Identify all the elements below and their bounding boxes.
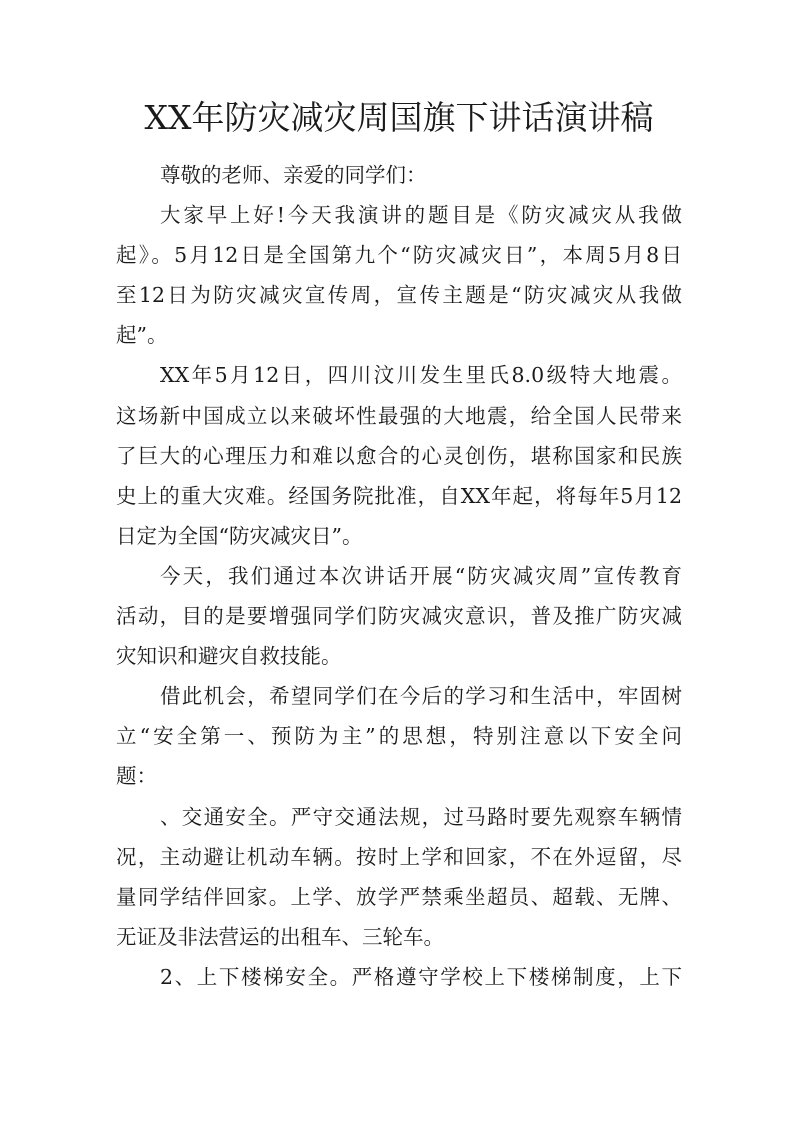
text-line: 无证及非法营运的出租车、三轮车。 bbox=[116, 924, 444, 949]
text-line: 活动，目的是要增强同学们防灾减灾意识，普及推广防灾减 bbox=[116, 604, 682, 629]
text-line: 起”。 bbox=[116, 323, 168, 348]
text-line: 大家早上好!今天我演讲的题目是《防灾减灾从我做 bbox=[160, 203, 682, 228]
text-line: 这场新中国成立以来破坏性最强的大地震，给全国人民带来 bbox=[116, 403, 682, 428]
text-line: 至12日为防灾减灾宣传周，宣传主题是“防灾减灾从我做 bbox=[116, 283, 682, 308]
text-line: 日定为全国“防灾减灾日”。 bbox=[116, 523, 363, 548]
text-line: 了巨大的心理压力和难以愈合的心灵创伤，堪称国家和民族 bbox=[116, 443, 682, 468]
text-line: XX年5月12日，四川汶川发生里氏8.0级特大地震。 bbox=[160, 363, 682, 388]
text-line: 今天，我们通过本次讲话开展“防灾减灾周”宣传教育 bbox=[160, 563, 682, 588]
text-line: 、交通安全。严守交通法规，过马路时要先观察车辆情 bbox=[160, 804, 682, 829]
document-body bbox=[116, 155, 682, 997]
text-line: 借此机会，希望同学们在今后的学习和生活中，牢固树 bbox=[160, 684, 682, 709]
text-line: 2、上下楼梯安全。严格遵守学校上下楼梯制度，上下 bbox=[160, 964, 682, 989]
text-line: 立“安全第一、预防为主”的思想，特别注意以下安全问 bbox=[116, 724, 682, 749]
text-line: 量同学结伴回家。上学、放学严禁乘坐超员、超载、无牌、 bbox=[116, 884, 682, 909]
text-line: 题： bbox=[116, 764, 157, 789]
document-title: XX年防灾减灾周国旗下讲话演讲稿 bbox=[144, 98, 654, 137]
text-line: 起》。5月12日是全国第九个“防灾减灾日”，本周5月8日 bbox=[116, 243, 682, 268]
text-line: 灾知识和避灾自救技能。 bbox=[116, 644, 342, 669]
text-line: 尊敬的老师、亲爱的同学们： bbox=[160, 163, 427, 187]
text-line: 史上的重大灾难。经国务院批准，自XX年起，将每年5月12 bbox=[116, 483, 682, 508]
text-line: 况，主动避让机动车辆。按时上学和回家，不在外逗留，尽 bbox=[116, 844, 682, 869]
